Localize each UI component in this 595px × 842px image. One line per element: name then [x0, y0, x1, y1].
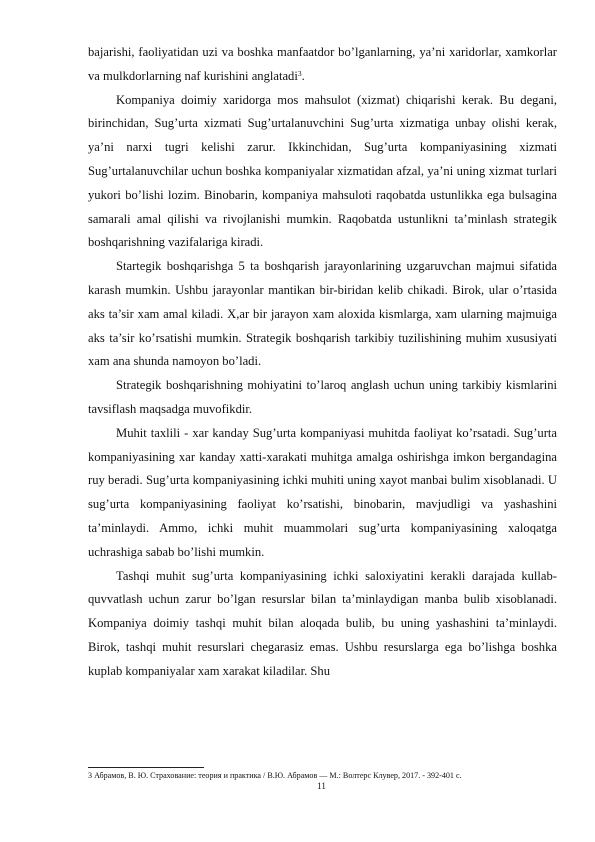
paragraph-2: Kompaniya doimiy xaridorga mos mahsulot (xizmat) chiqarishi kerak. Bu degani, birinchidan, Sug’urta xizmati Sug’urtalanuvchini Sug’urta xizmatiga unbay olishi kerak, ya’ni narxi tugri kelishi zarur. Ikkinchidan, Sug’urta kompaniyasining xizmati Sug’urtalanuvchilar uchun boshka kompaniyalar xizmatidan afzal, ya’ni uning xizmat turlari yukori bo’lishi lozim. Binobarin, kompaniya mahsuloti raqobatda ustunlikka ega bulsagina samarali amal qilishi va rivojlanishi mumkin. Raqobatda ustunlikni ta’minlash strategik boshqarishning vazifalariga kiradi. [88, 92, 557, 250]
paragraph-1 [88, 41, 557, 89]
paragraph-3: Startegik boshqarishga 5 ta boshqarish jarayonlarining uzgaruvchan majmui sifatida karash mumkin. Ushbu jarayonlar mantikan bir-biridan kelib chikadi. Birok, ular o’rtasida aks ta’sir xam amal kiladi. X,ar bir jarayon xam aloxida kismlarga, xam ularning majmuiga aks ta’sir ko’rsatishi mumkin. Strategik boshqarish tarkibiy tuzilishining muhim xususiyati xam ana shunda namoyon bo’ladi. [88, 259, 557, 369]
paragraph-1-text: bajarishi, faoliyatidan uzi va boshka manfaatdor bo’lganlarning, ya’ni xaridorlar, xamkorlar va mulkdorlarning naf kurishini anglatadi [88, 45, 557, 83]
page-number: 11 [317, 781, 326, 791]
paragraph-1-tail: . [301, 68, 305, 83]
body-text [88, 41, 557, 684]
footnote-separator [88, 767, 204, 768]
footnote: 3 Абрамов, В. Ю. Страхование: теория и практика / В.Ю. Абрамов — М.: Волтерс Клувер, 2017. - 392-401 с. [88, 771, 462, 780]
paragraph-4: Strategik boshqarishning mohiyatini to’laroq anglash uchun uning tarkibiy kismlarini tavsiflash maqsadga muvofikdir. [88, 378, 557, 416]
paragraph-6: Tashqi muhit sug’urta kompaniyasining ichki saloxiyatini kerakli darajada kullab-quvvatlash uchun zarur bo’lgan resurslar bilan ta’minlaydigan manba bulib xisoblanadi. Kompaniya doimiy tashqi muhit bilan aloqada bulib, bu uning yashashini ta’minlaydi. Birok, tashqi muhit resurslari chegarasiz emas. Ushbu resurslarga ega bo’lishga boshka kuplab kompaniyalar xam xarakat kiladilar. Shu [88, 568, 557, 678]
paragraph-5: Muhit taxlili - xar kanday Sug’urta kompaniyasi muhitda faoliyat ko’rsatadi. Sug’urta kompaniyasining xar kanday xatti-xarakati muhitga amalga oshirishga imkon bergandagina ruy beradi. Sug’urta kompaniyasining ichki muhiti uning xayot manbai bulim xisoblanadi. U sug’urta kompaniyasining faoliyat ko’rsatishi, binobarin, mavjudligi va yashashini ta’minlaydi. Ammo, ichki muhit muammolari sug’urta kompaniyasining xaloqatga uchrashiga sabab bo’lishi mumkin. [88, 425, 557, 559]
footnote-reference[interactable]: 3 [297, 68, 302, 78]
